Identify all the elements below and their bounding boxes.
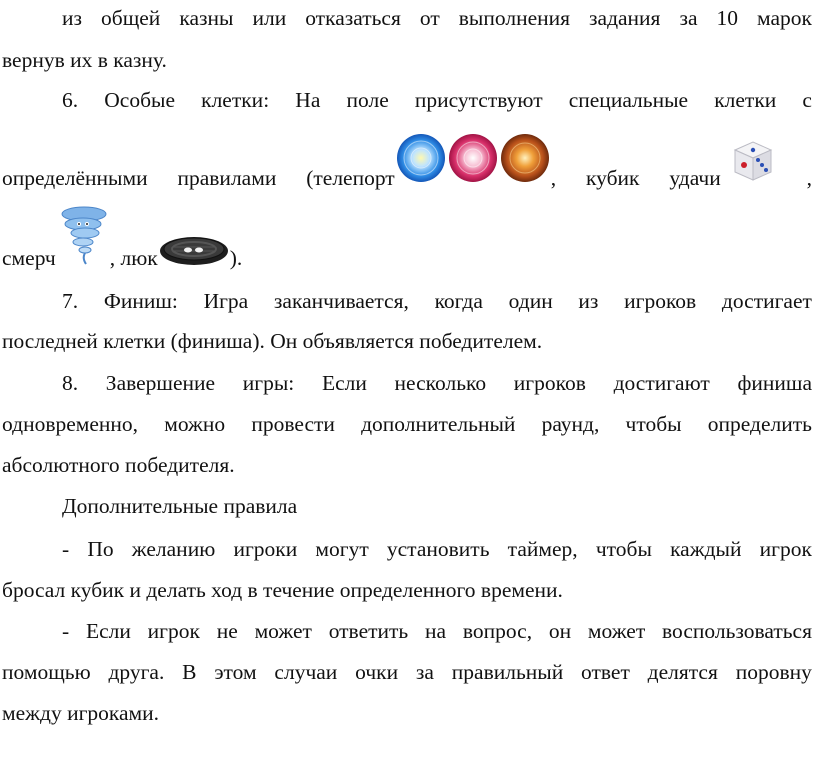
p5-line1 bbox=[62, 2, 812, 34]
word: поровну bbox=[735, 660, 812, 684]
word: с bbox=[802, 88, 812, 112]
word: достигает bbox=[721, 289, 812, 313]
word: чтобы bbox=[595, 537, 652, 561]
word: игрок bbox=[759, 537, 812, 561]
word: , bbox=[550, 166, 557, 190]
word: Если bbox=[85, 619, 131, 643]
word: от bbox=[419, 6, 440, 30]
p6-line1 bbox=[62, 84, 812, 116]
word: вопрос, bbox=[462, 619, 533, 643]
word: игры: bbox=[242, 371, 295, 395]
p5-line2: вернув их в казну. bbox=[2, 48, 167, 72]
extra-rules-heading: Дополнительные правила bbox=[62, 494, 298, 518]
word: из bbox=[62, 6, 82, 30]
word: присутствуют bbox=[414, 88, 543, 112]
word: общей bbox=[101, 6, 161, 30]
word: финиша bbox=[737, 371, 812, 395]
word: случаи bbox=[274, 660, 338, 684]
word: друга. bbox=[108, 660, 165, 684]
word: желанию bbox=[131, 537, 216, 561]
p7-line1 bbox=[62, 285, 812, 317]
word: правилами bbox=[177, 166, 277, 190]
word: , bbox=[806, 166, 812, 190]
word: По bbox=[87, 537, 114, 561]
word: дополнительный bbox=[361, 412, 516, 436]
word: установить bbox=[386, 537, 490, 561]
p7-line2: последней клетки (финиша). Он объявляется победителем. bbox=[2, 329, 543, 353]
word: провести bbox=[251, 412, 335, 436]
word: казны bbox=[179, 6, 234, 30]
word: достигают bbox=[613, 371, 710, 395]
word: (телепорт bbox=[306, 166, 395, 190]
dice-group bbox=[669, 162, 776, 194]
p10-line1 bbox=[62, 615, 812, 647]
word: - bbox=[62, 619, 70, 643]
word: 7. bbox=[62, 289, 79, 313]
p6-line3 bbox=[2, 242, 812, 274]
word: кубик bbox=[585, 166, 640, 190]
p6-line2 bbox=[2, 162, 812, 194]
word: поле bbox=[346, 88, 389, 112]
word: могут bbox=[315, 537, 369, 561]
word: помощью bbox=[2, 660, 91, 684]
word: Завершение bbox=[105, 371, 216, 395]
word: ответ bbox=[581, 660, 630, 684]
word: он bbox=[548, 619, 572, 643]
word: клетки: bbox=[201, 88, 270, 112]
word: может bbox=[254, 619, 312, 643]
word: определёнными bbox=[2, 166, 148, 190]
word: На bbox=[295, 88, 321, 112]
word: выполнения bbox=[458, 6, 571, 30]
word: 8. bbox=[62, 371, 79, 395]
word: заканчивается, bbox=[273, 289, 409, 313]
word: игроков bbox=[513, 371, 586, 395]
word: игроки bbox=[233, 537, 298, 561]
word: марок bbox=[757, 6, 812, 30]
dice-icon bbox=[727, 136, 777, 186]
word: 10 bbox=[716, 6, 739, 30]
word: клетки bbox=[714, 88, 777, 112]
word: из bbox=[578, 289, 599, 313]
manhole-icon bbox=[158, 231, 230, 267]
word: раунд, bbox=[541, 412, 600, 436]
p10-line2 bbox=[2, 656, 812, 688]
word: В bbox=[182, 660, 197, 684]
word: игроков bbox=[624, 289, 697, 313]
word: смерч bbox=[2, 246, 56, 270]
word: одновременно, bbox=[2, 412, 139, 436]
word: ). bbox=[229, 246, 243, 270]
p10-line3: между игроками. bbox=[2, 701, 160, 725]
word: за bbox=[415, 660, 434, 684]
word: чтобы bbox=[625, 412, 682, 436]
teleport-blue-icon bbox=[395, 132, 447, 184]
p9-line2: бросал кубик и делать ход в течение определенного времени. bbox=[2, 578, 563, 602]
word: отказаться bbox=[305, 6, 401, 30]
word: за bbox=[679, 6, 698, 30]
word: очки bbox=[355, 660, 399, 684]
word: 6. bbox=[62, 88, 79, 112]
word: на bbox=[425, 619, 447, 643]
word: Особые bbox=[104, 88, 175, 112]
word: , люк bbox=[109, 246, 158, 270]
word: удачи bbox=[669, 166, 721, 190]
word: Игра bbox=[203, 289, 249, 313]
word: - bbox=[62, 537, 70, 561]
word: один bbox=[508, 289, 553, 313]
word: несколько bbox=[394, 371, 487, 395]
p8-line2 bbox=[2, 408, 812, 440]
word: можно bbox=[164, 412, 226, 436]
word: ответить bbox=[328, 619, 409, 643]
p9-line1 bbox=[62, 533, 812, 565]
word: правильный bbox=[451, 660, 564, 684]
word: определить bbox=[707, 412, 812, 436]
word: специальные bbox=[568, 88, 689, 112]
tornado-icon bbox=[58, 204, 110, 266]
word: Финиш: bbox=[103, 289, 178, 313]
teleport-group bbox=[306, 162, 556, 194]
word: когда bbox=[434, 289, 483, 313]
word: не bbox=[216, 619, 238, 643]
word: таймер, bbox=[507, 537, 578, 561]
teleport-pink-icon bbox=[447, 132, 499, 184]
p8-line3: абсолютного победителя. bbox=[2, 453, 235, 477]
word: делятся bbox=[647, 660, 718, 684]
teleport-orange-icon bbox=[499, 132, 551, 184]
word: игрок bbox=[147, 619, 200, 643]
word: воспользоваться bbox=[662, 619, 812, 643]
word: или bbox=[252, 6, 287, 30]
word: Если bbox=[321, 371, 367, 395]
word: каждый bbox=[670, 537, 742, 561]
word: может bbox=[587, 619, 646, 643]
word: этом bbox=[214, 660, 257, 684]
word: задания bbox=[589, 6, 661, 30]
p8-line1 bbox=[62, 367, 812, 399]
